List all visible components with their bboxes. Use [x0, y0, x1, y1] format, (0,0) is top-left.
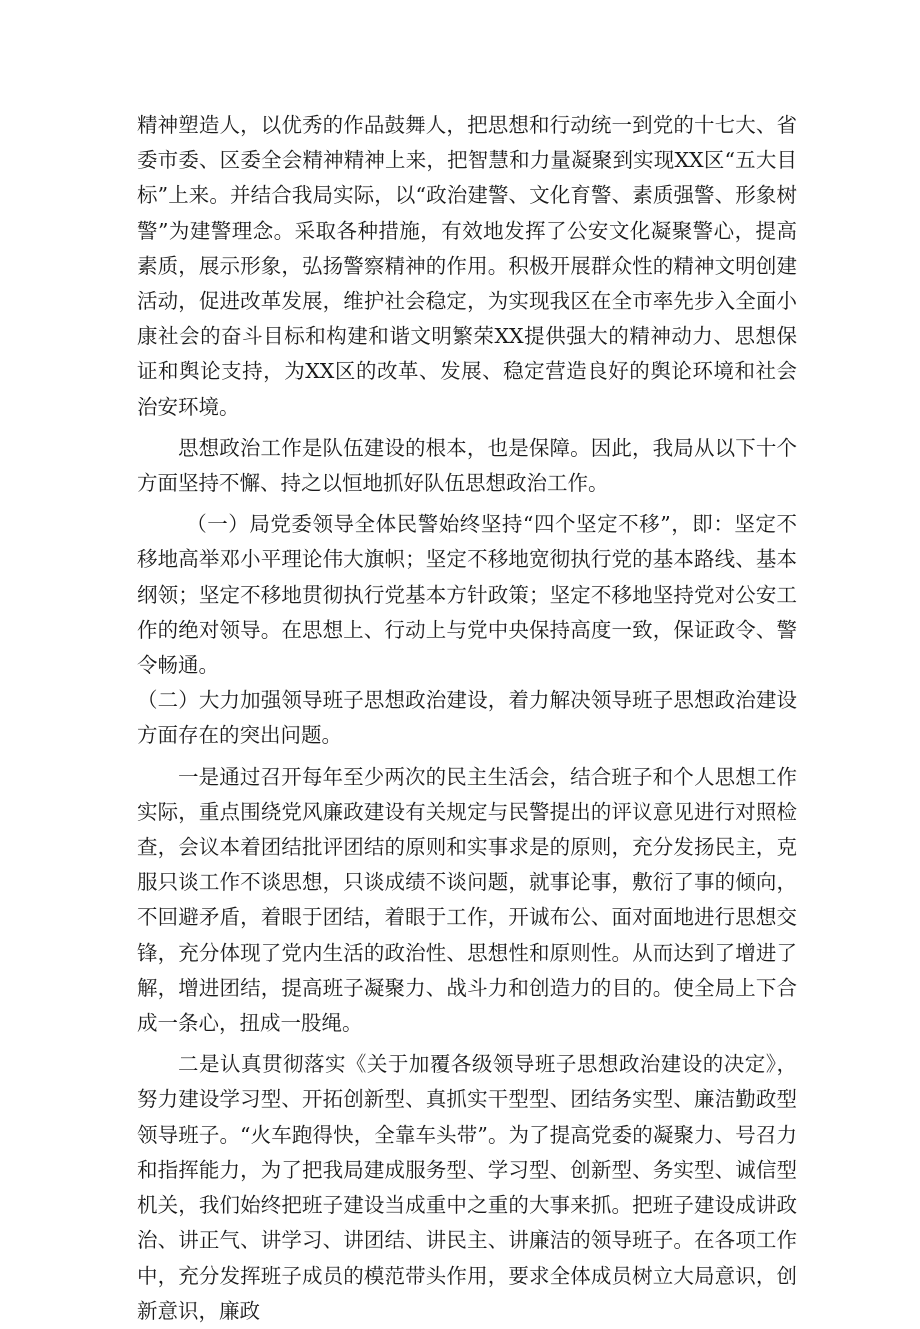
paragraph-4: （二）大力加强领导班子思想政治建设，着力解决领导班子思想政治建设方面存在的突出问题。 — [137, 688, 797, 748]
paragraph-1: 精神塑造人，以优秀的作品鼓舞人，把思想和行动统一到党的十七大、省委市委、区委全会精神精神上来，把智慧和力量凝聚到实现XX区“五大目标”上来。并结合我局实际，以“政治建警、文化育警、素质强警、形象树警”为建警理念。采取各种措施，有效地发挥了公安文化凝聚警心，提高素质，展示形象，弘扬警察精神的作用。积极开展群众性的精神文明创建活动，促进改革发展，维护社会稳定，为实现我区在全市率先步入全面小康社会的奋斗目标和构建和谐文明繁荣XX提供强大的精神动力、思想保证和舆论支持，为XX区的改革、发展、稳定营造良好的舆论环境和社会治安环境。 — [137, 113, 797, 419]
paragraph-6: 二是认真贯彻落实《关于加覆各级领导班子思想政治建设的决定》，努力建设学习型、开拓创新型、真抓实干型型、团结务实型、廉洁勤政型领导班子。“火车跑得快，全靠车头带”。为了提高党委的凝聚力、号召力和指挥能力，为了把我局建成服务型、学习型、创新型、务实型、诚信型机关，我们始终把班子建设当成重中之重的大事来抓。把班子建设成讲政治、讲正气、讲学习、讲团结、讲民主、讲廉洁的领导班子。在各项工作中，充分发挥班子成员的模范带头作用，要求全体成员树立大局意识，创新意识，廉政 — [137, 1052, 797, 1323]
paragraph-5: 一是通过召开每年至少两次的民主生活会，结合班子和个人思想工作实际，重点围绕党风廉政建设有关规定与民警提出的评议意见进行对照检查，会议本着团结批评团结的原则和实事求是的原则，充分发扬民主，克服只谈工作不谈思想，只谈成绩不谈问题，就事论事，敷衍了事的倾向，不回避矛盾，着眼于团结，着眼于工作，开诚布公、面对面地进行思想交锋，充分体现了党内生活的政治性、思想性和原则性。从而达到了增进了解，增进团结，提高班子凝聚力、战斗力和创造力的目的。使全局上下合成一条心，扭成一股绳。 — [137, 764, 797, 1036]
paragraph-2: 思想政治工作是队伍建设的根本，也是保障。因此，我局从以下十个方面坚持不懈、持之以恒地抓好队伍思想政治工作。 — [137, 435, 797, 496]
document-body — [137, 108, 797, 1329]
paragraph-3: （一）局党委领导全体民警始终坚持“四个坚定不移”，即：坚定不移地高举邓小平理论伟大旗帜；坚定不移地宽彻执行党的基本路线、基本纲领；坚定不移地贯彻执行党基本方针政策；坚定不移地坚持党对公安工作的绝对领导。在思想上、行动上与党中央保持高度一致，保证政令、警令畅通。 — [137, 512, 797, 678]
